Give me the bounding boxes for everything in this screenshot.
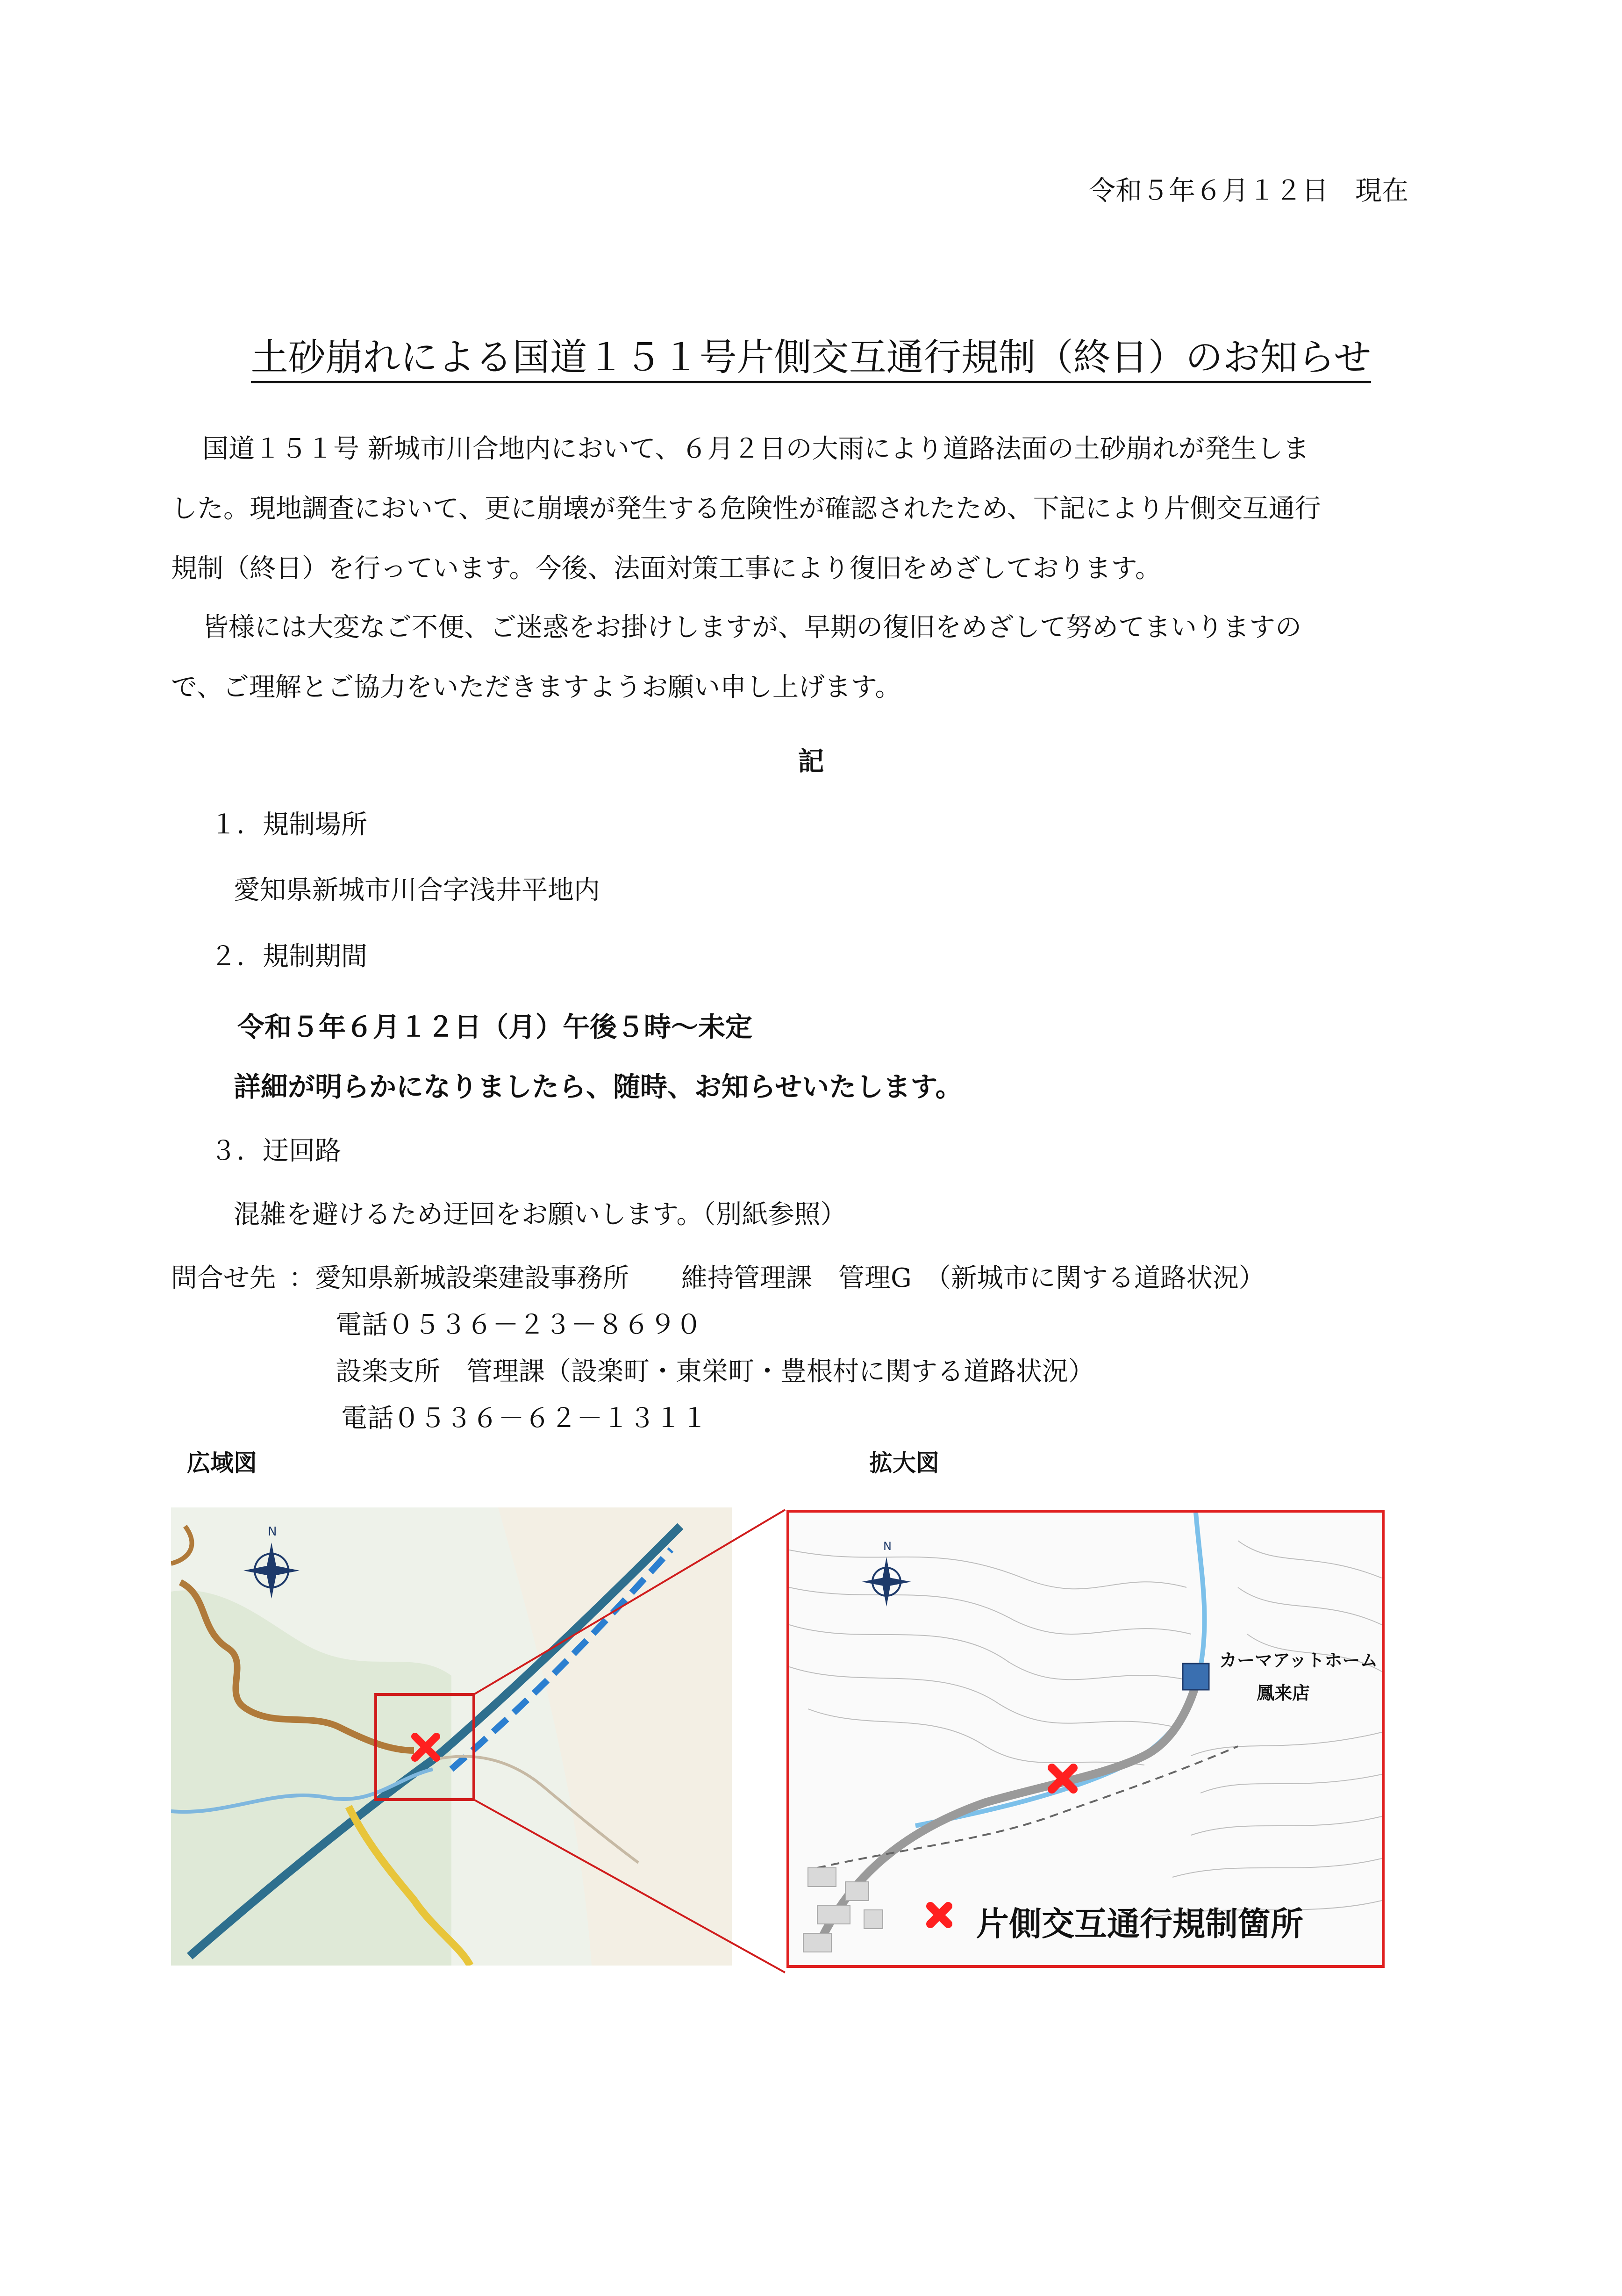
- contact-label: 問合せ先: [171, 1263, 276, 1293]
- svg-text:N: N: [268, 1525, 277, 1539]
- ki-heading: [0, 741, 1622, 778]
- body-line: で、ご理解とご協力をいただきますようお願い申し上げます。: [171, 672, 901, 703]
- map-legend-label: 片側交互通行規制箇所: [976, 1905, 1303, 1943]
- zoom-map-graphic: [789, 1513, 1382, 1965]
- body-line: 皆様には大変なご不便、ご迷惑をお掛けしますが、早期の復旧をめざして努めてまいりますの: [202, 612, 1301, 643]
- contact-office: ：愛知県新城設楽建設事務所 維持管理課 管理G （新城市に関する道路状況）: [289, 1263, 1265, 1293]
- item-1-heading: １．規制場所: [210, 810, 367, 840]
- page-title: [0, 327, 1622, 381]
- item-2-note: 詳細が明らかになりましたら、随時、お知らせいたします。: [234, 1071, 963, 1103]
- page-title-text: 土砂崩れによる国道１５１号片側交互通行規制（終日）のお知らせ: [251, 336, 1372, 383]
- body-line: 国道１５１号 新城市川合地内において、６月２日の大雨により道路法面の土砂崩れが発生しま: [202, 434, 1309, 464]
- map-zoom-connector: [467, 1505, 794, 1982]
- body-line: した。現地調査において、更に崩壊が発生する危険性が確認されたため、下記により片側交互通行: [171, 494, 1321, 524]
- store-name-line-1: カーマアットホーム: [1219, 1650, 1378, 1671]
- body-line: 規制（終日）を行っています。今後、法面対策工事により復旧をめざしております。: [171, 553, 1162, 584]
- zoom-map: [786, 1510, 1385, 1968]
- contact-tel-1: 電話０５３６－２３－８６９０: [336, 1310, 702, 1340]
- svg-text:N: N: [883, 1540, 892, 1553]
- contact-branch: 設楽支所 管理課（設楽町・東栄町・豊根村に関する道路状況）: [336, 1356, 1094, 1387]
- wide-map-caption: 広域図: [187, 1449, 257, 1477]
- item-3-heading: ３．迂回路: [210, 1136, 341, 1166]
- item-2-period: 令和５年６月１２日（月）午後５時～未定: [237, 1011, 753, 1043]
- item-2-heading: ２．規制期間: [210, 941, 367, 972]
- ki-text: 記: [798, 746, 824, 777]
- store-marker-icon: [1183, 1664, 1209, 1690]
- store-name-line-2: 鳳来店: [1257, 1683, 1310, 1703]
- contact-tel-2: 電話０５３６－６２－１３１１: [341, 1403, 707, 1434]
- zoom-map-caption: 拡大図: [869, 1449, 939, 1477]
- item-3-value: 混雑を避けるため迂回をお願いします。（別紙参照）: [234, 1199, 847, 1230]
- item-1-value: 愛知県新城市川合字浅井平地内: [234, 875, 600, 905]
- document-date: 令和５年６月１２日 現在: [1089, 175, 1408, 206]
